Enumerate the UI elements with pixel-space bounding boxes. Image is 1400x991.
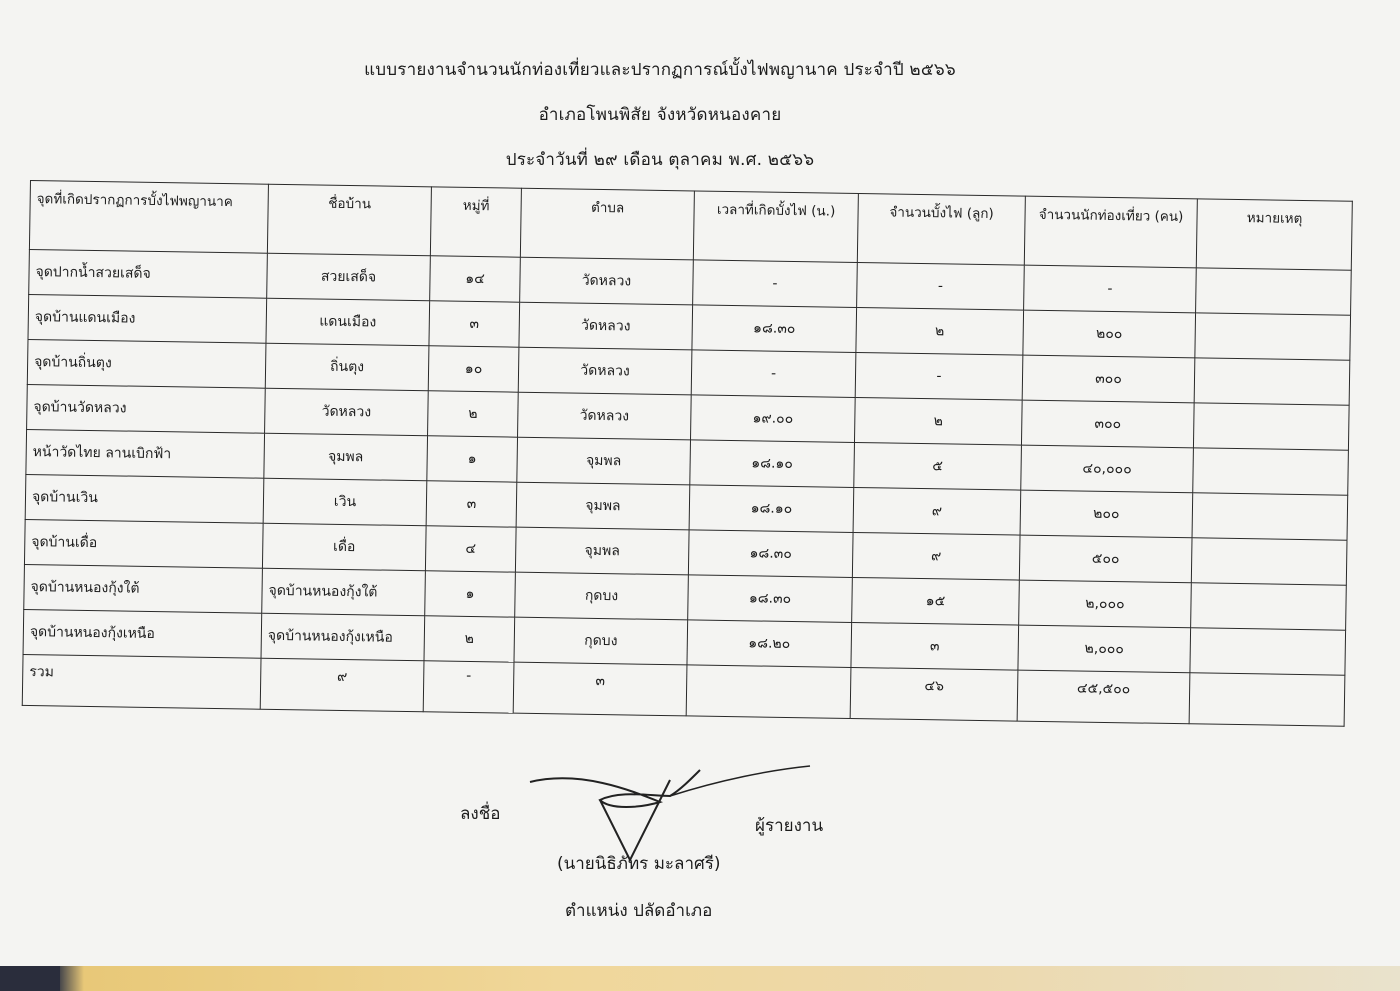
total-moo-cell: - [423, 661, 514, 713]
count-cell: ๓ [851, 622, 1019, 670]
note-cell [1194, 358, 1350, 405]
tambon-cell: วัดหลวง [519, 302, 693, 350]
total-count-cell: ๔๖ [850, 667, 1018, 721]
tambon-cell: กุดบง [514, 617, 688, 665]
place-cell: จุดปากน้ำสวยเสด็จ [29, 249, 268, 298]
note-cell [1193, 403, 1349, 450]
place-cell: หน้าวัดไทย ลานเบิกฟ้า [26, 429, 265, 478]
village-cell: ถิ่นตุง [265, 343, 429, 391]
report-table [22, 180, 1353, 727]
report-title: แบบรายงานจำนวนนักท่องเที่ยวและปรากฏการณ์บั้งไฟพญานาค ประจำปี ๒๕๖๖ [364, 60, 956, 80]
total-place-cell: รวม [22, 654, 261, 709]
tambon-cell: วัดหลวง [518, 392, 692, 440]
tambon-cell: วัดหลวง [518, 347, 692, 395]
note-cell [1191, 583, 1347, 630]
tourists-cell: ๒๐๐ [1023, 310, 1196, 358]
village-cell: เวิน [263, 478, 427, 526]
tourists-cell: ๓๐๐ [1022, 355, 1195, 403]
place-cell: จุดบ้านหนองกุ้งเหนือ [23, 609, 262, 658]
column-header-time: เวลาที่เกิดบั้งไฟ (น.) [693, 191, 858, 263]
time-cell: ๑๘.๑๐ [689, 485, 854, 533]
count-cell: ๒ [856, 307, 1024, 355]
tourists-cell: ๕๐๐ [1019, 535, 1192, 583]
place-cell: จุดบ้านหนองกุ้งใต้ [24, 564, 263, 613]
place-cell: จุดบ้านเดื่อ [24, 519, 263, 568]
time-cell: ๑๙.๐๐ [690, 395, 855, 443]
count-cell: ๙ [853, 487, 1021, 535]
count-cell: - [857, 263, 1025, 311]
moo-cell: ๔ [425, 526, 516, 572]
sign-label: ลงชื่อ [460, 804, 501, 824]
time-cell: ๑๘.๓๐ [688, 575, 853, 623]
reporter-position: ตำแหน่ง ปลัดอำเภอ [565, 901, 713, 921]
place-cell: จุดบ้านเวิน [25, 474, 264, 523]
column-header-place: จุดที่เกิดปรากฏการบั้งไฟพญานาค [29, 181, 268, 254]
count-cell: - [855, 352, 1023, 400]
photo-bottom-edge [0, 966, 1400, 991]
moo-cell: ๒ [424, 616, 515, 662]
note-cell [1196, 268, 1352, 315]
note-cell [1192, 493, 1348, 540]
moo-cell: ๑ [425, 571, 516, 617]
note-cell [1190, 628, 1346, 675]
note-cell [1191, 538, 1347, 585]
date-line: ประจำวันที่ ๒๙ เดือน ตุลาคม พ.ศ. ๒๕๖๖ [505, 150, 815, 170]
column-header-village: ชื่อบ้าน [267, 184, 431, 256]
village-cell: สวยเสด็จ [267, 253, 431, 301]
tambon-cell: กุดบง [515, 572, 689, 620]
moo-cell: ๒ [428, 391, 519, 437]
time-cell: ๑๘.๓๐ [692, 305, 857, 353]
note-cell [1195, 313, 1351, 360]
column-header-note: หมายเหตุ [1196, 199, 1352, 270]
tambon-cell: วัดหลวง [520, 257, 694, 305]
tourists-cell: ๔๐,๐๐๐ [1021, 445, 1194, 493]
place-cell: จุดบ้านวัดหลวง [27, 384, 266, 433]
tambon-cell: จุมพล [516, 482, 690, 530]
column-header-tourists: จำนวนนักท่องเที่ยว (คน) [1024, 196, 1197, 268]
column-header-moo: หมู่ที่ [430, 187, 521, 257]
tambon-cell: จุมพล [515, 527, 689, 575]
tambon-cell: จุมพล [517, 437, 691, 485]
moo-cell: ๑๔ [430, 256, 521, 302]
time-cell: ๑๘.๓๐ [688, 530, 853, 578]
count-cell: ๑๕ [852, 577, 1020, 625]
moo-cell: ๑ [427, 436, 518, 482]
tourists-cell: ๒,๐๐๐ [1018, 625, 1191, 673]
time-cell: - [693, 260, 858, 308]
village-cell: เดื่อ [262, 523, 426, 571]
village-cell: จุดบ้านหนองกุ้งใต้ [262, 568, 426, 616]
tourists-cell: ๒,๐๐๐ [1019, 580, 1192, 628]
place-cell: จุดบ้านแดนเมือง [28, 294, 267, 343]
tourists-cell: ๒๐๐ [1020, 490, 1193, 538]
total-tourists-cell: ๔๕,๕๐๐ [1017, 670, 1190, 724]
reporter-name: (นายนิธิภัทร มะลาศรี) [557, 854, 721, 874]
total-tambon-cell: ๓ [513, 662, 687, 716]
tourists-cell: - [1024, 265, 1197, 313]
moo-cell: ๓ [429, 301, 520, 347]
village-cell: วัดหลวง [265, 388, 429, 436]
time-cell: ๑๘.๑๐ [690, 440, 855, 488]
moo-cell: ๓ [426, 481, 517, 527]
column-header-tambon: ตำบล [520, 188, 694, 260]
time-cell: - [691, 350, 856, 398]
count-cell: ๙ [852, 532, 1020, 580]
village-cell: จุดบ้านหนองกุ้งเหนือ [261, 613, 425, 661]
moo-cell: ๑๐ [428, 346, 519, 392]
tourists-cell: ๓๐๐ [1021, 400, 1194, 448]
village-cell: แดนเมือง [266, 298, 430, 346]
total-note-cell [1189, 673, 1345, 726]
village-cell: จุมพล [264, 433, 428, 481]
note-cell [1193, 448, 1349, 495]
total-village-cell: ๙ [260, 658, 424, 712]
count-cell: ๒ [854, 397, 1022, 445]
count-cell: ๕ [854, 442, 1022, 490]
time-cell: ๑๘.๒๐ [687, 620, 852, 668]
column-header-count: จำนวนบั้งไฟ (ลูก) [857, 194, 1025, 266]
place-cell: จุดบ้านถิ่นตุง [27, 339, 266, 388]
total-time-cell [686, 665, 851, 719]
reporter-role: ผู้รายงาน [755, 816, 824, 836]
district-line: อำเภอโพนพิสัย จังหวัดหนองคาย [538, 105, 782, 125]
